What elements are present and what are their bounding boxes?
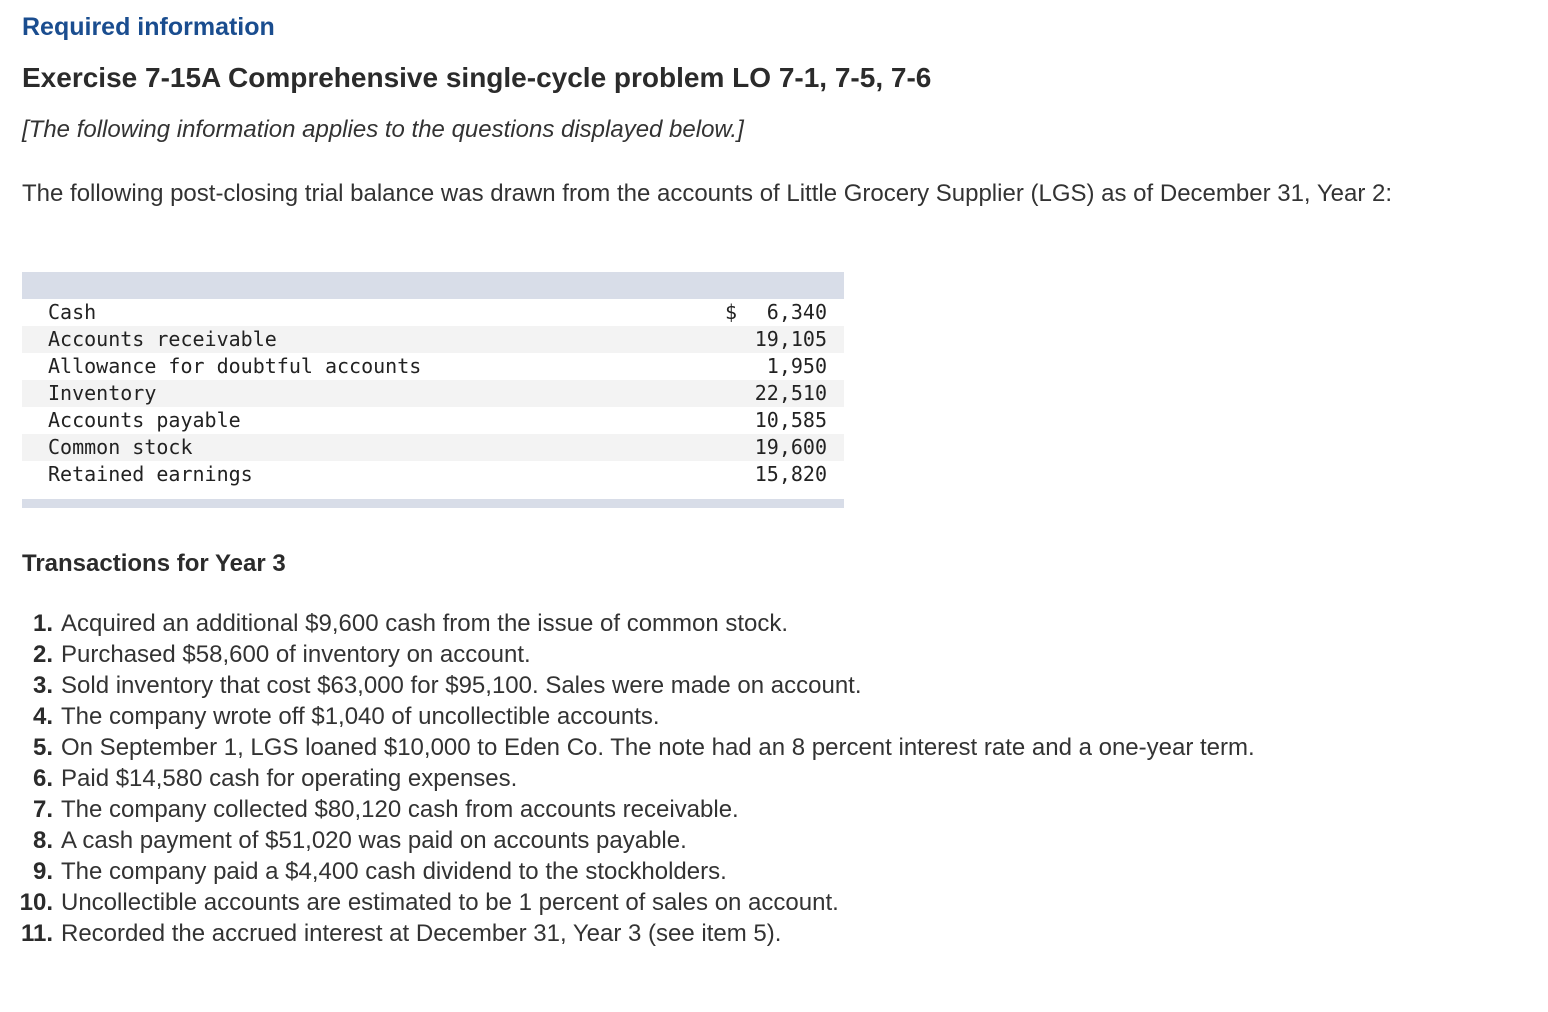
problem-paragraph: The following post-closing trial balance was drawn from the accounts of Little Grocery Supplier (LGS) as of December 31, Year 2:	[22, 180, 1393, 207]
transactions-heading: Transactions for Year 3	[22, 550, 286, 577]
account-name: Allowance for doubtful accounts	[48, 354, 422, 378]
item-number: 7.	[32, 796, 53, 823]
table-row	[22, 380, 844, 407]
table-row	[22, 434, 844, 461]
trial-balance-footer-bar	[22, 499, 844, 508]
list-item	[0, 918, 1540, 949]
item-text: The company collected $80,120 cash from accounts receivable.	[61, 796, 739, 823]
item-number: 10.	[19, 889, 53, 916]
table-row	[22, 326, 844, 353]
trial-balance-table	[22, 272, 844, 508]
list-item	[0, 670, 1540, 701]
list-item	[0, 732, 1540, 763]
intro-note: [The following information applies to the questions displayed below.]	[22, 116, 744, 143]
table-row	[22, 407, 844, 434]
list-item	[0, 763, 1540, 794]
item-number: 1.	[32, 610, 53, 637]
item-text: Acquired an additional $9,600 cash from the issue of common stock.	[61, 610, 789, 637]
account-name: Common stock	[48, 435, 193, 459]
account-name: Cash	[48, 300, 97, 324]
item-text: A cash payment of $51,020 was paid on accounts payable.	[61, 827, 687, 854]
item-number: 6.	[32, 765, 53, 792]
account-amount: 19,600	[754, 435, 827, 459]
account-amount: 1,950	[766, 354, 827, 378]
account-name: Accounts payable	[48, 408, 241, 432]
item-number: 9.	[32, 858, 53, 885]
item-text: Sold inventory that cost $63,000 for $95,100. Sales were made on account.	[61, 672, 862, 699]
trial-balance-header-bar	[22, 272, 844, 299]
item-number: 3.	[32, 672, 53, 699]
account-amount: 19,105	[754, 327, 827, 351]
account-amount: 10,585	[754, 408, 827, 432]
transactions-list	[0, 608, 1540, 949]
item-number: 8.	[32, 827, 53, 854]
table-row	[22, 299, 844, 326]
list-item	[0, 856, 1540, 887]
item-text: The company wrote off $1,040 of uncollectible accounts.	[61, 703, 660, 730]
currency-symbol: $	[725, 300, 738, 324]
trial-balance-rows	[22, 299, 844, 488]
item-text: The company paid a $4,400 cash dividend to the stockholders.	[61, 858, 727, 885]
item-number: 4.	[32, 703, 53, 730]
required-information-heading: Required information	[22, 13, 275, 41]
list-item	[0, 701, 1540, 732]
exercise-title: Exercise 7-15A Comprehensive single-cycle problem LO 7-1, 7-5, 7-6	[22, 62, 932, 93]
table-row	[22, 353, 844, 380]
list-item	[0, 825, 1540, 856]
item-text: Uncollectible accounts are estimated to be 1 percent of sales on account.	[61, 889, 839, 916]
account-name: Retained earnings	[48, 462, 253, 486]
list-item	[0, 639, 1540, 670]
account-name: Accounts receivable	[48, 327, 277, 351]
item-number: 2.	[32, 641, 53, 668]
account-name: Inventory	[48, 381, 157, 405]
item-text: Purchased $58,600 of inventory on account.	[61, 641, 531, 668]
account-amount: 22,510	[754, 381, 827, 405]
list-item	[0, 794, 1540, 825]
item-text: On September 1, LGS loaned $10,000 to Eden Co. The note had an 8 percent interest rate and a one-year term.	[61, 734, 1255, 761]
item-number: 5.	[32, 734, 53, 761]
list-item	[0, 887, 1540, 918]
account-amount: 6,340	[766, 300, 827, 324]
item-text: Recorded the accrued interest at December 31, Year 3 (see item 5).	[61, 920, 782, 947]
list-item	[0, 608, 1540, 639]
item-number: 11.	[20, 920, 53, 947]
account-amount: 15,820	[754, 462, 827, 486]
item-text: Paid $14,580 cash for operating expenses.	[61, 765, 518, 792]
table-row	[22, 461, 844, 488]
